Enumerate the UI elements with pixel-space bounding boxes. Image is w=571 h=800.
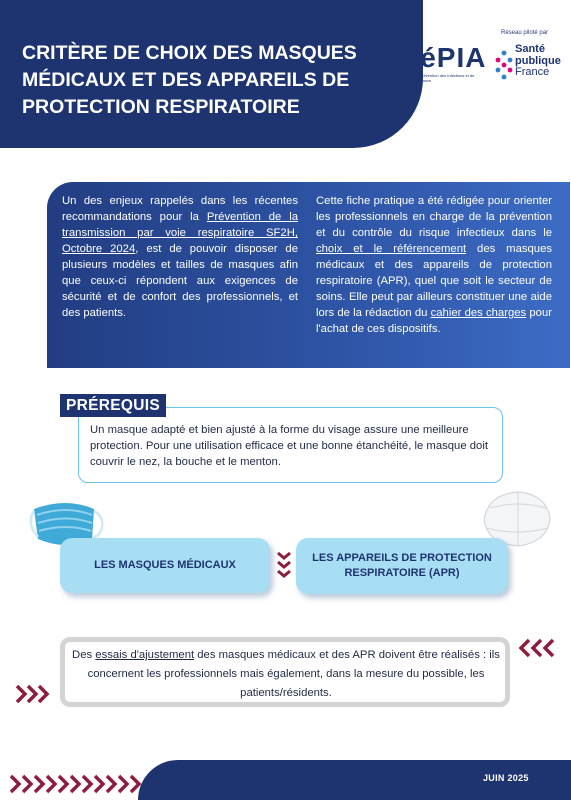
logo-area <box>395 20 571 90</box>
essais-ajustement-link[interactable]: essais d'ajustement <box>95 649 195 661</box>
repia-subtitle: Réseau de Prévention des Infections et de l'Antibiorésistance <box>399 73 475 83</box>
spf-logo-icon <box>493 48 515 82</box>
cahier-des-charges-link[interactable]: cahier des charges <box>430 307 527 319</box>
medical-masks-pill: LES MASQUES MÉDICAUX <box>60 538 270 593</box>
prerequis-text: Un masque adapté et bien ajusté à la forme du visage assure une meilleure protection. Pour une utilisation efficace et une bonne étanchéité, le masque doit couvrir le nez, la bouche et le menton. <box>90 424 488 468</box>
intro-left-paragraph: Un des enjeux rappelés dans les récentes recommandations pour la Prévention de la transmission par voie respiratoire SF2H, Octobre 2024, est de pouvoir disposer de plusieurs modèles et tailles de masques afin que ceux-ci répondent aux exigences de sécurité et de confort des professionnels, et des patients. <box>62 195 298 319</box>
repia-logo: RéPIA <box>399 42 487 73</box>
publication-date: JUIN 2025 <box>483 773 529 783</box>
chevron-icon <box>8 773 148 795</box>
page-title: CRITÈRE DE CHOIX DES MASQUES MÉDICAUX ET DES APPAREILS DE PROTECTION RESPIRATOIRE <box>22 42 357 118</box>
intro-right-paragraph: Cette fiche pratique a été rédigée pour orienter les professionnels en charge de la prévention et du contrôle du risque infectieux dans le choix et le référencement des masques médicaux et des appareils de protection respiratoire (APR), quel que soit le secteur de soins. Elle peut par ailleurs constituer une aide lors de la rédaction du cahier des charges pour l'achat de ces dispositifs. <box>316 195 552 335</box>
chevron-icon <box>517 637 559 659</box>
sf2h-recommendation-link[interactable]: Prévention de la transmission par voie respiratoire SF2H, Octobre 2024 <box>62 211 298 255</box>
fit-test-text: Des essais d'ajustement des masques médicaux et des APR doivent être réalisés : ils concernent les professionnels mais également, dans la mesure du possible, les patients/résidents. <box>72 649 500 699</box>
apr-pill: LES APPAREILS DE PROTECTION RESPIRATOIRE (APR) <box>296 538 508 594</box>
prerequis-label: PRÉREQUIS <box>60 394 166 417</box>
reseau-pilote-label: Réseau piloté par <box>501 30 549 36</box>
spf-logo-text: Santé publique France <box>515 43 561 78</box>
chevron-icon <box>276 551 292 579</box>
chevron-icon <box>14 683 50 705</box>
choix-referencement-link[interactable]: choix et le référencement <box>316 243 467 255</box>
